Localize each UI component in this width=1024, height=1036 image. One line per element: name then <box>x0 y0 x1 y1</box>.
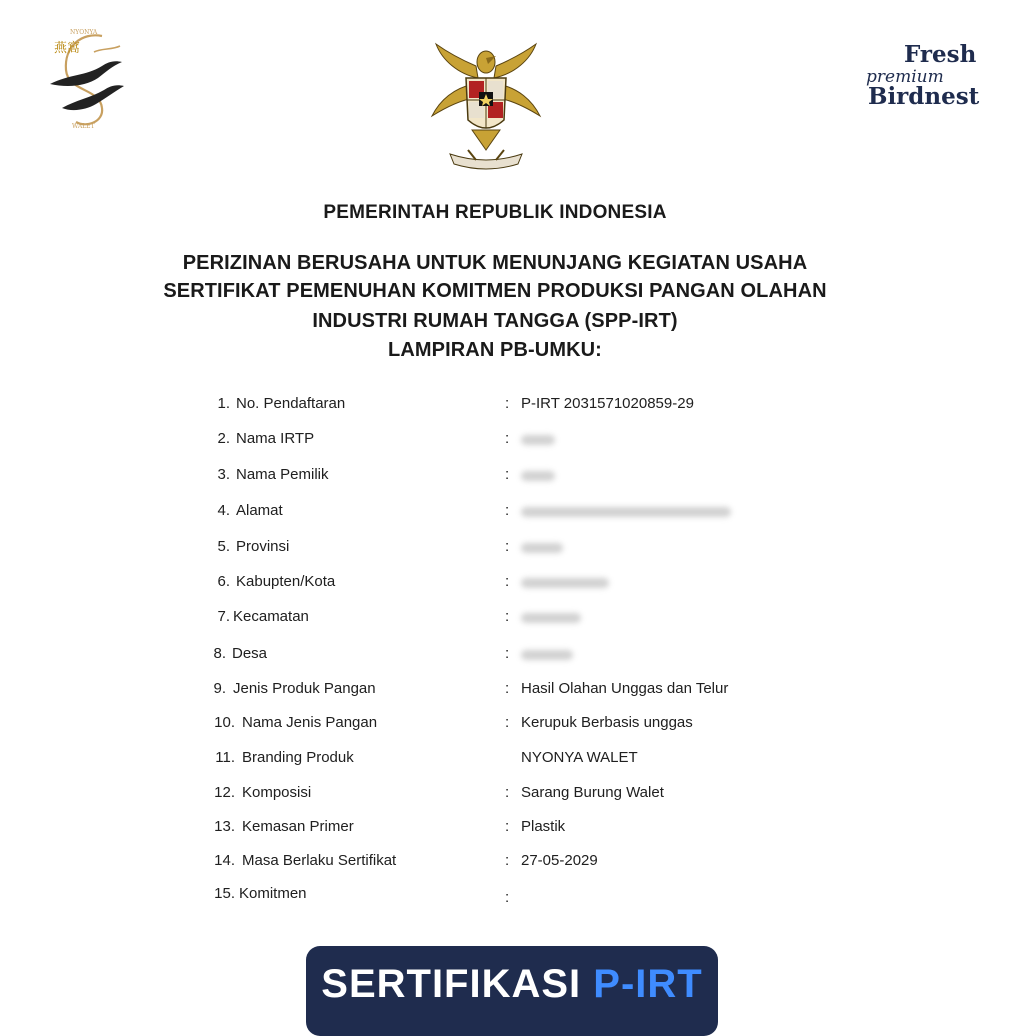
field-row <box>0 852 1024 882</box>
field-label: Branding Produk <box>242 749 354 766</box>
title-line-2: SERTIFIKAT PEMENUHAN KOMITMEN PRODUKSI PANGAN OLAHAN <box>163 280 827 302</box>
field-label: Kecamatan <box>233 608 309 625</box>
banner-accent-text: P-IRT <box>593 962 703 1006</box>
field-number: 8. <box>213 645 226 662</box>
field-colon: : <box>505 395 510 412</box>
redacted-value <box>521 543 563 553</box>
field-colon: : <box>505 818 510 835</box>
field-label: Jenis Produk Pangan <box>233 680 376 697</box>
redacted-value <box>521 507 731 517</box>
field-row <box>0 502 1024 532</box>
field-colon: : <box>505 784 510 801</box>
logo-chinese-text: 燕窩 <box>54 41 81 56</box>
field-label: Masa Berlaku Sertifikat <box>242 852 397 869</box>
field-colon: : <box>505 714 510 731</box>
field-value: Kerupuk Berbasis unggas <box>521 714 693 731</box>
field-row <box>0 430 1024 460</box>
field-label: Nama IRTP <box>236 430 315 447</box>
field-colon: : <box>505 466 510 483</box>
field-row <box>0 466 1024 496</box>
field-number: 9. <box>213 680 226 697</box>
field-colon: : <box>505 430 510 447</box>
redacted-value <box>521 435 555 445</box>
field-row <box>0 680 1024 710</box>
field-row <box>0 784 1024 814</box>
redacted-value <box>521 650 573 660</box>
field-row <box>0 573 1024 603</box>
field-row <box>0 538 1024 568</box>
certification-banner-text <box>306 962 718 1007</box>
field-value: Sarang Burung Walet <box>521 784 664 801</box>
field-row <box>0 818 1024 848</box>
field-number: 2. <box>217 430 230 447</box>
field-value: Plastik <box>521 818 566 835</box>
field-colon: : <box>505 889 510 906</box>
field-colon: : <box>505 680 510 697</box>
redacted-value <box>521 613 581 623</box>
logo-birdnest-text: Birdnest <box>868 83 980 110</box>
redacted-value <box>521 471 555 481</box>
field-label: Kabupten/Kota <box>236 573 336 590</box>
field-number: 6. <box>217 573 230 590</box>
field-colon: : <box>505 502 510 519</box>
banner-main-text: SERTIFIKASI <box>321 962 582 1006</box>
field-label: Alamat <box>236 502 283 519</box>
logo-bottom-text: WALET <box>72 123 95 130</box>
redacted-value <box>521 578 609 588</box>
field-row <box>0 885 1024 915</box>
field-number: 10. <box>214 714 235 731</box>
field-colon: : <box>505 538 510 555</box>
field-label: No. Pendaftaran <box>236 395 346 412</box>
field-label: Desa <box>232 645 268 662</box>
field-number: 11. <box>215 749 235 766</box>
field-colon: : <box>505 645 510 662</box>
field-value: Hasil Olahan Unggas dan Telur <box>521 680 729 697</box>
title-line-1: PERIZINAN BERUSAHA UNTUK MENUNJANG KEGIATAN USAHA <box>182 252 808 274</box>
logo-premium-text: premium <box>866 67 944 87</box>
field-label: Komposisi <box>242 784 312 801</box>
title-line-4: LAMPIRAN PB-UMKU: <box>388 339 602 361</box>
field-row <box>0 395 1024 425</box>
field-value: NYONYA WALET <box>521 749 638 766</box>
government-heading: PEMERINTAH REPUBLIK INDONESIA <box>323 202 667 223</box>
field-row <box>0 608 1024 638</box>
field-number: 14. <box>214 852 235 869</box>
field-colon: : <box>505 852 510 869</box>
field-value: 27-05-2029 <box>521 852 598 869</box>
field-number: 1. <box>217 395 230 412</box>
title-line-3: INDUSTRI RUMAH TANGGA (SPP-IRT) <box>312 310 678 332</box>
field-number: 7. <box>217 608 230 625</box>
field-row <box>0 645 1024 675</box>
field-label: Kemasan Primer <box>242 818 354 835</box>
field-row <box>0 749 1024 779</box>
field-number: 15. <box>214 885 235 902</box>
field-number: 4. <box>217 502 230 519</box>
field-label: Nama Pemilik <box>236 466 329 483</box>
logo-top-text: NYONYA <box>70 29 98 36</box>
field-number: 5. <box>217 538 230 555</box>
field-number: 12. <box>214 784 235 801</box>
field-colon: : <box>505 608 510 625</box>
field-row <box>0 714 1024 744</box>
field-label: Komitmen <box>239 885 307 902</box>
field-value: P-IRT 2031571020859-29 <box>521 395 694 412</box>
field-colon: : <box>505 573 510 590</box>
field-label: Provinsi <box>236 538 290 555</box>
field-number: 13. <box>214 818 235 835</box>
field-number: 3. <box>217 466 230 483</box>
field-label: Nama Jenis Pangan <box>242 714 378 731</box>
logo-fresh-text: Fresh <box>904 41 977 68</box>
